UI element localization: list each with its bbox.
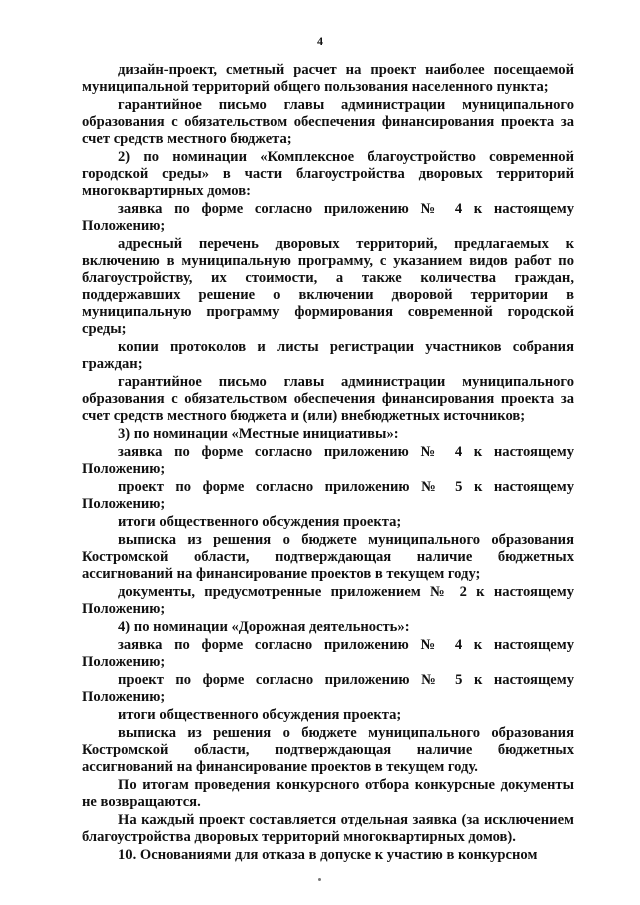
paragraph: выписка из решения о бюджете муниципального образования Костромской области, подтверждающая наличие бюджетных ассигнований на финансирование проектов в текущем году. <box>82 725 574 775</box>
paragraph: проект по форме согласно приложению № 5 к настоящему Положению; <box>82 479 574 512</box>
paragraph: итоги общественного обсуждения проекта; <box>118 707 402 723</box>
paragraph: дизайн-проект, сметный расчет на проект наиболее посещаемой муниципальной территорий общего пользования населенного пункта; <box>82 62 574 95</box>
paragraph: 4) по номинации «Дорожная деятельность»: <box>118 619 410 635</box>
paragraph: гарантийное письмо главы администрации муниципального образования с обязательством обеспечения финансирования проекта за счет средств местного бюджета и (или) внебюджетных источников; <box>82 374 574 424</box>
paragraph: 2) по номинации «Комплексное благоустройство современной городской среды» в части благоустройства дворовых территорий многоквартирных домов: <box>82 149 574 199</box>
paragraph: проект по форме согласно приложению № 5 к настоящему Положению; <box>82 672 574 705</box>
scan-speck <box>318 878 321 881</box>
paragraph: копии протоколов и листы регистрации участников собрания граждан; <box>82 339 574 372</box>
paragraph: На каждый проект составляется отдельная заявка (за исключением благоустройства дворовых территорий многоквартирных домов). <box>82 812 574 845</box>
paragraph: заявка по форме согласно приложению № 4 к настоящему Положению; <box>82 444 574 477</box>
paragraph: адресный перечень дворовых территорий, предлагаемых к включению в муниципальную программу, с указанием видов работ по благоустройству, их стоимости, а также количества граждан, поддержавших решение о включении дворовой территории в муниципальную программу формирования современной городской среды; <box>82 236 574 337</box>
paragraph: выписка из решения о бюджете муниципального образования Костромской области, подтверждающая наличие бюджетных ассигнований на финансирование проектов в текущем году; <box>82 532 574 582</box>
paragraph: заявка по форме согласно приложению № 4 к настоящему Положению; <box>82 637 574 670</box>
paragraph: 3) по номинации «Местные инициативы»: <box>118 426 399 442</box>
paragraph: 10. Основаниями для отказа в допуске к участию в конкурсном <box>118 847 538 863</box>
paragraph: итоги общественного обсуждения проекта; <box>118 514 402 530</box>
document-body <box>82 62 574 865</box>
paragraph: гарантийное письмо главы администрации муниципального образования с обязательством обеспечения финансирования проекта за счет средств местного бюджета; <box>82 97 574 147</box>
paragraph: заявка по форме согласно приложению № 4 к настоящему Положению; <box>82 201 574 234</box>
page-number: 4 <box>317 34 323 48</box>
paragraph: документы, предусмотренные приложением № 2 к настоящему Положению; <box>82 584 574 617</box>
paragraph: По итогам проведения конкурсного отбора конкурсные документы не возвращаются. <box>82 777 574 810</box>
